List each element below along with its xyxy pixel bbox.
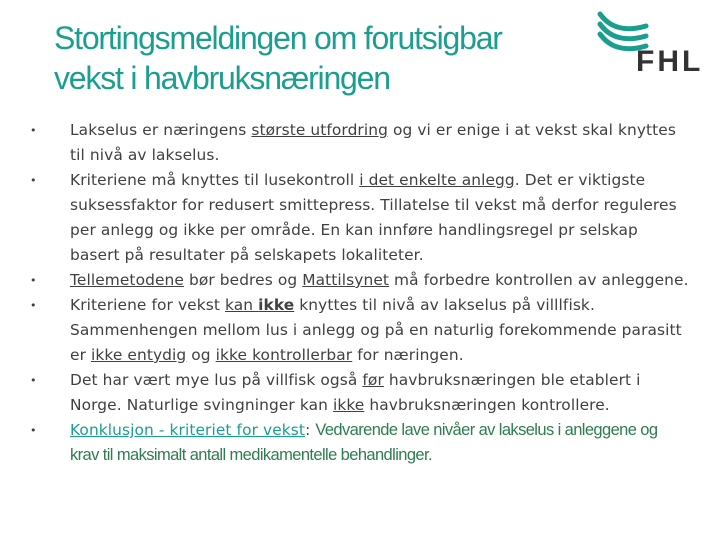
bullet-text: knyttes til nivå av lakselus på villlfisk. Sammenhengen mellom lus i anlegg og på en naturlig forekommende parasitt er (70, 296, 682, 364)
bullet-dot: • (30, 174, 37, 187)
bullet-text: Lakselus er næringens (70, 121, 252, 139)
fhl-wave-icon (600, 14, 646, 49)
bullet-text: . Det er viktigste suksessfaktor for redusert smittepress. Tillatelse til vekst må derfor reguleres per anlegg og ikke per område. En kan innføre handlingsregel pr selskap basert på resultater på selskapets lokaliteter. (70, 171, 677, 264)
bullet-text: Kriteriene må knyttes til lusekontroll (70, 171, 360, 189)
bullet-item (30, 368, 690, 418)
bullet-text: Kriteriene for vekst (70, 296, 225, 314)
bullet-text: havbruksnæringen ble etablert i Norge. Naturlige svingninger kan (70, 371, 641, 414)
underlined-text: ikke (332, 396, 365, 414)
bullet-item (30, 418, 690, 468)
bullet-text: og (186, 346, 216, 364)
bullet-text: må forbedre kontrollen av anleggene. (389, 271, 689, 289)
bullet-dot: • (30, 274, 37, 287)
bullet-item (30, 268, 690, 293)
bullet-list (30, 118, 690, 468)
underlined-text: største utfordring (251, 121, 388, 139)
fhl-logo-text: FHL (636, 45, 704, 76)
bullet-item (30, 293, 690, 368)
bullet-text: : (305, 421, 316, 439)
bullet-dot: • (30, 374, 37, 387)
underlined-text: ikke kontrollerbar (215, 346, 353, 364)
emphasized-text: ikke (258, 296, 295, 314)
underlined-text: Mattilsynet (302, 271, 390, 289)
underlined-text: Tellemetodene (70, 271, 184, 289)
bullet-dot: • (30, 124, 37, 137)
fhl-logo (596, 10, 710, 76)
underlined-text: ikke entydig (91, 346, 187, 364)
slide-title: Stortingsmeldingen om forutsigbar vekst i havbruksnæringen (54, 20, 502, 96)
bullet-item (30, 168, 690, 268)
underlined-text: i det enkelte anlegg (359, 171, 515, 189)
bullet-text: Det har vært mye lus på villfisk også (70, 371, 363, 389)
conclusion-link[interactable]: Konklusjon - kriteriet for vekst (70, 421, 306, 439)
underlined-text: kan (224, 296, 259, 314)
conclusion-text: Vedvarende lave nivåer av lakselus i anleggene og krav til maksimalt antall medikamentelle behandlinger. (70, 421, 658, 464)
bullet-dot: • (30, 299, 37, 312)
bullet-text: bør bedres og (183, 271, 303, 289)
bullet-item (30, 118, 690, 168)
bullet-text: havbruksnæringen kontrollere. (364, 396, 610, 414)
bullet-text: og vi er enige i at vekst skal knyttes til nivå av lakselus. (70, 121, 676, 164)
underlined-text: før (362, 371, 384, 389)
bullet-dot: • (30, 424, 37, 437)
bullet-text: for næringen. (352, 346, 464, 364)
